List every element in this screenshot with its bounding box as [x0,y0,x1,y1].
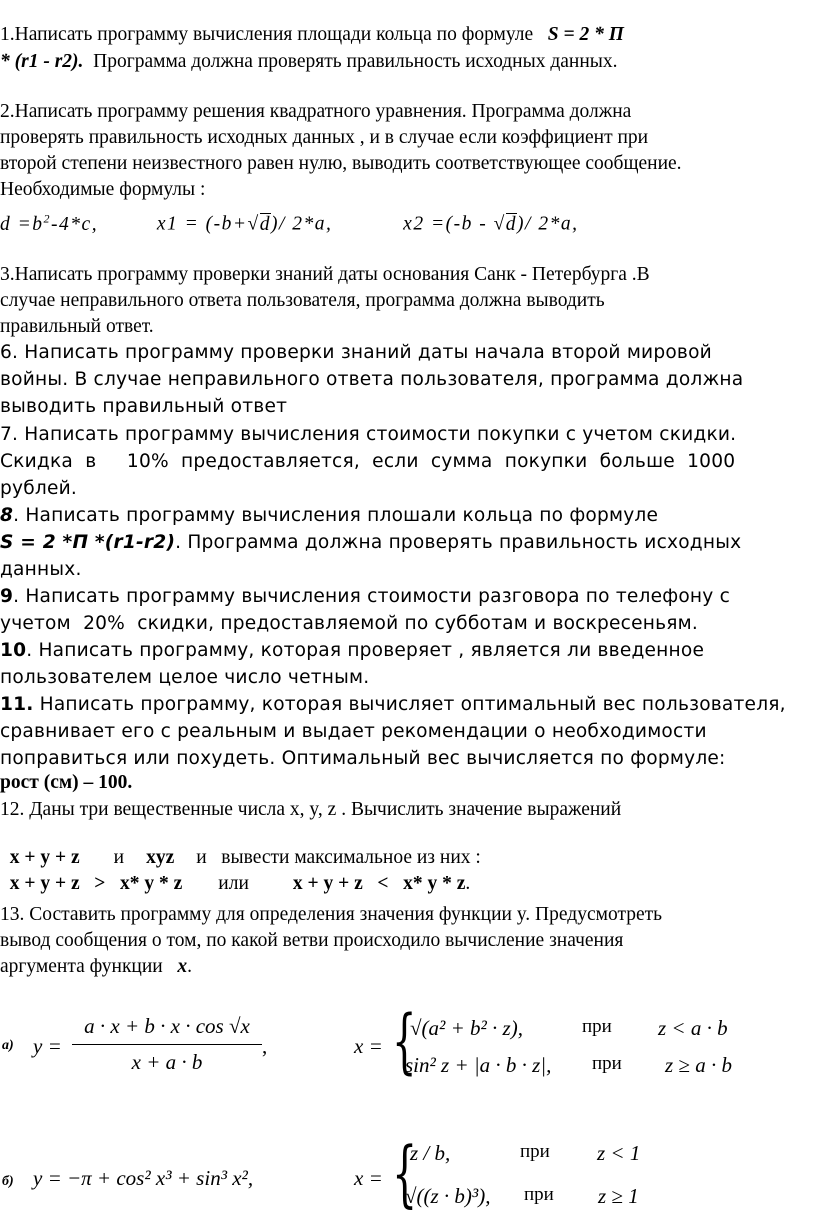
formula-a-row2-cond: z ≥ a · b [665,1053,732,1077]
task-13-line-3 [0,956,192,978]
task-11-number: 11. [0,694,34,715]
task-3-text-1: Написать программу проверки знаний даты основания Санк - Петербурга .В [14,264,650,285]
task-6-line-1: 6. Написать программу проверки знаний даты начала второй мировой [0,342,712,363]
task-1-number: 1. [0,24,15,45]
formula-b-row2-expr: √((z · b)³), [405,1184,491,1208]
task-11-line-3: поправиться или похудеть. Оптимальный вес вычисляется по формуле: [0,748,726,769]
task-2-line-3: второй степени неизвестного равен нулю, выводить соответствующее сообщение. [0,153,682,174]
task-8-text-2: . Программа должна проверять правильность исходных [175,532,742,553]
task-9-text-1: . Написать программу вычисления стоимости разговора по телефону с [13,586,730,607]
task-9-number: 9 [0,586,14,607]
formula-x1: x1 = (-b+√d)/ 2*a, [156,213,333,235]
or-word: или [218,873,249,894]
formula-b-row2-cond: z ≥ 1 [598,1184,639,1208]
task-3-number: 3. [0,264,15,285]
task-2-text-1: Написать программу решения квадратного уравнения. Программа должна [14,101,632,122]
formula-a-row1-cond: z < a · b [658,1016,728,1040]
formula-a-row2-expr: sin² z + |a · b · z|, [405,1053,552,1077]
formula-b-x: x = [354,1166,383,1190]
task-8-number: 8 [0,505,14,526]
compare-lt: x + y + z < x* y * z [292,873,466,894]
formula-b-label: б) [2,1174,14,1189]
formula-a-brace: { [392,1000,417,1082]
task-13-text-3: аргумента функции [0,956,163,977]
formula-b-row1-when: при [520,1141,550,1162]
task-3-line-2: случае неправильного ответа пользователя, программа должна выводить [0,290,605,311]
compare-dot: . [465,873,471,894]
task-13-line-2: вывод сообщения о том, по какой ветви происходило вычисление значения [0,930,624,951]
formula-b-row1-expr: z / b, [410,1141,451,1165]
task-9-line-2: учетом 20% скидки, предоставляемой по субботам и воскресеньям. [0,613,698,634]
formula-a-label: а) [2,1038,14,1053]
formula-b-row1-cond: z < 1 [597,1141,641,1165]
task-8-line-1 [0,505,658,526]
task-7-line-1: 7. Написать программу вычисления стоимости покупки с учетом скидки. [0,424,737,445]
formula-b-brace: { [392,1131,418,1215]
task-1-formula-part1: S = 2 * П [547,24,624,45]
task-2-line-1 [0,101,631,123]
task-12-line-1: 12. Даны три вещественные числа x, y, z . Вычислить значение выражений [0,799,622,820]
task-8-formula: S = 2 *П *(r1-r2) [0,532,176,553]
task-9-line-1 [0,586,730,607]
task-6-line-2: войны. В случае неправильного ответа пользователя, программа должна [0,369,744,390]
task-7-line-2: Скидка в 10% предоставляется, если сумма покупки больше 1000 [0,451,736,472]
formula-a-row2-when: при [592,1053,622,1074]
task-13-line-1: 13. Составить программу для определения значения функции y. Предусмотреть [0,904,663,925]
formula-a-fraction-line [72,1044,262,1045]
task-12-text-2: и вывести максимальное из них : [196,847,481,868]
formula-b-row2-when: при [524,1184,554,1205]
task-10-line-1 [0,640,704,661]
task-13-var-x: x [177,956,188,977]
task-8-line-3: данных. [0,559,82,580]
task-10-number: 10 [0,640,27,661]
compare-gt: x + y + z > x* y * z [9,873,183,894]
expr-sum: x + y + z [9,847,80,868]
and-word: и [113,847,125,868]
task-10-line-2: пользователем целое число четным. [0,667,370,688]
task-2-number: 2. [0,101,15,122]
formula-a-comma: , [262,1034,268,1058]
task-3-line-1 [0,264,650,286]
task-8-text-1: . Написать программу вычисления плошали кольца по формуле [13,505,659,526]
formula-a-row1-expr: √(a² + b² · z), [410,1016,523,1040]
formula-a-denominator: x + a · b [131,1050,203,1074]
task-2-line-4: Необходимые формулы : [0,179,206,200]
task-13-end: . [187,956,192,977]
task-11-line-2: сравнивает его с реальным и выдает рекомендации о необходимости [0,721,707,742]
task-1-line-2 [0,51,618,73]
task-11-line-4: рост (см) – 100. [0,772,133,793]
task-1-text-2: Программа должна проверять правильность исходных данных. [93,51,618,72]
formula-a-numerator: a · x + b · x · cos √x [84,1014,250,1038]
task-7-line-3: рублей. [0,478,77,499]
task-1-line-1 [0,24,624,46]
task-8-line-2 [0,532,741,553]
task-6-line-3: выводить правильный ответ [0,396,288,417]
task-1-formula-part2: * (r1 - r2). [0,51,84,72]
task-12-line-3 [0,851,470,895]
task-1-text: Написать программу вычисления площади кольца по формуле [14,24,534,45]
formula-a-y: y = [33,1034,62,1058]
task-2-formulas [0,211,578,236]
formula-x2: x2 =(-b - √d)/ 2*a, [403,213,579,235]
formula-d: $d =b^2-4*c$, [0,211,99,235]
expr-product: xyz [146,847,175,868]
formula-a-row1-when: при [582,1016,612,1037]
formula-a-x: x = [354,1034,383,1058]
task-11-line-1 [0,694,786,715]
formula-b-expression: y = −π + cos² x³ + sin³ x², [33,1166,254,1190]
task-10-text-1: . Написать программу, которая проверяет , является ли введенное [26,640,705,661]
task-2-line-2: проверять правильность исходных данных , и в случае если коэффициент при [0,127,649,148]
task-3-line-3: правильный ответ. [0,316,154,337]
task-11-text-1: Написать программу, которая вычисляет оптимальный вес пользователя, [33,694,786,715]
